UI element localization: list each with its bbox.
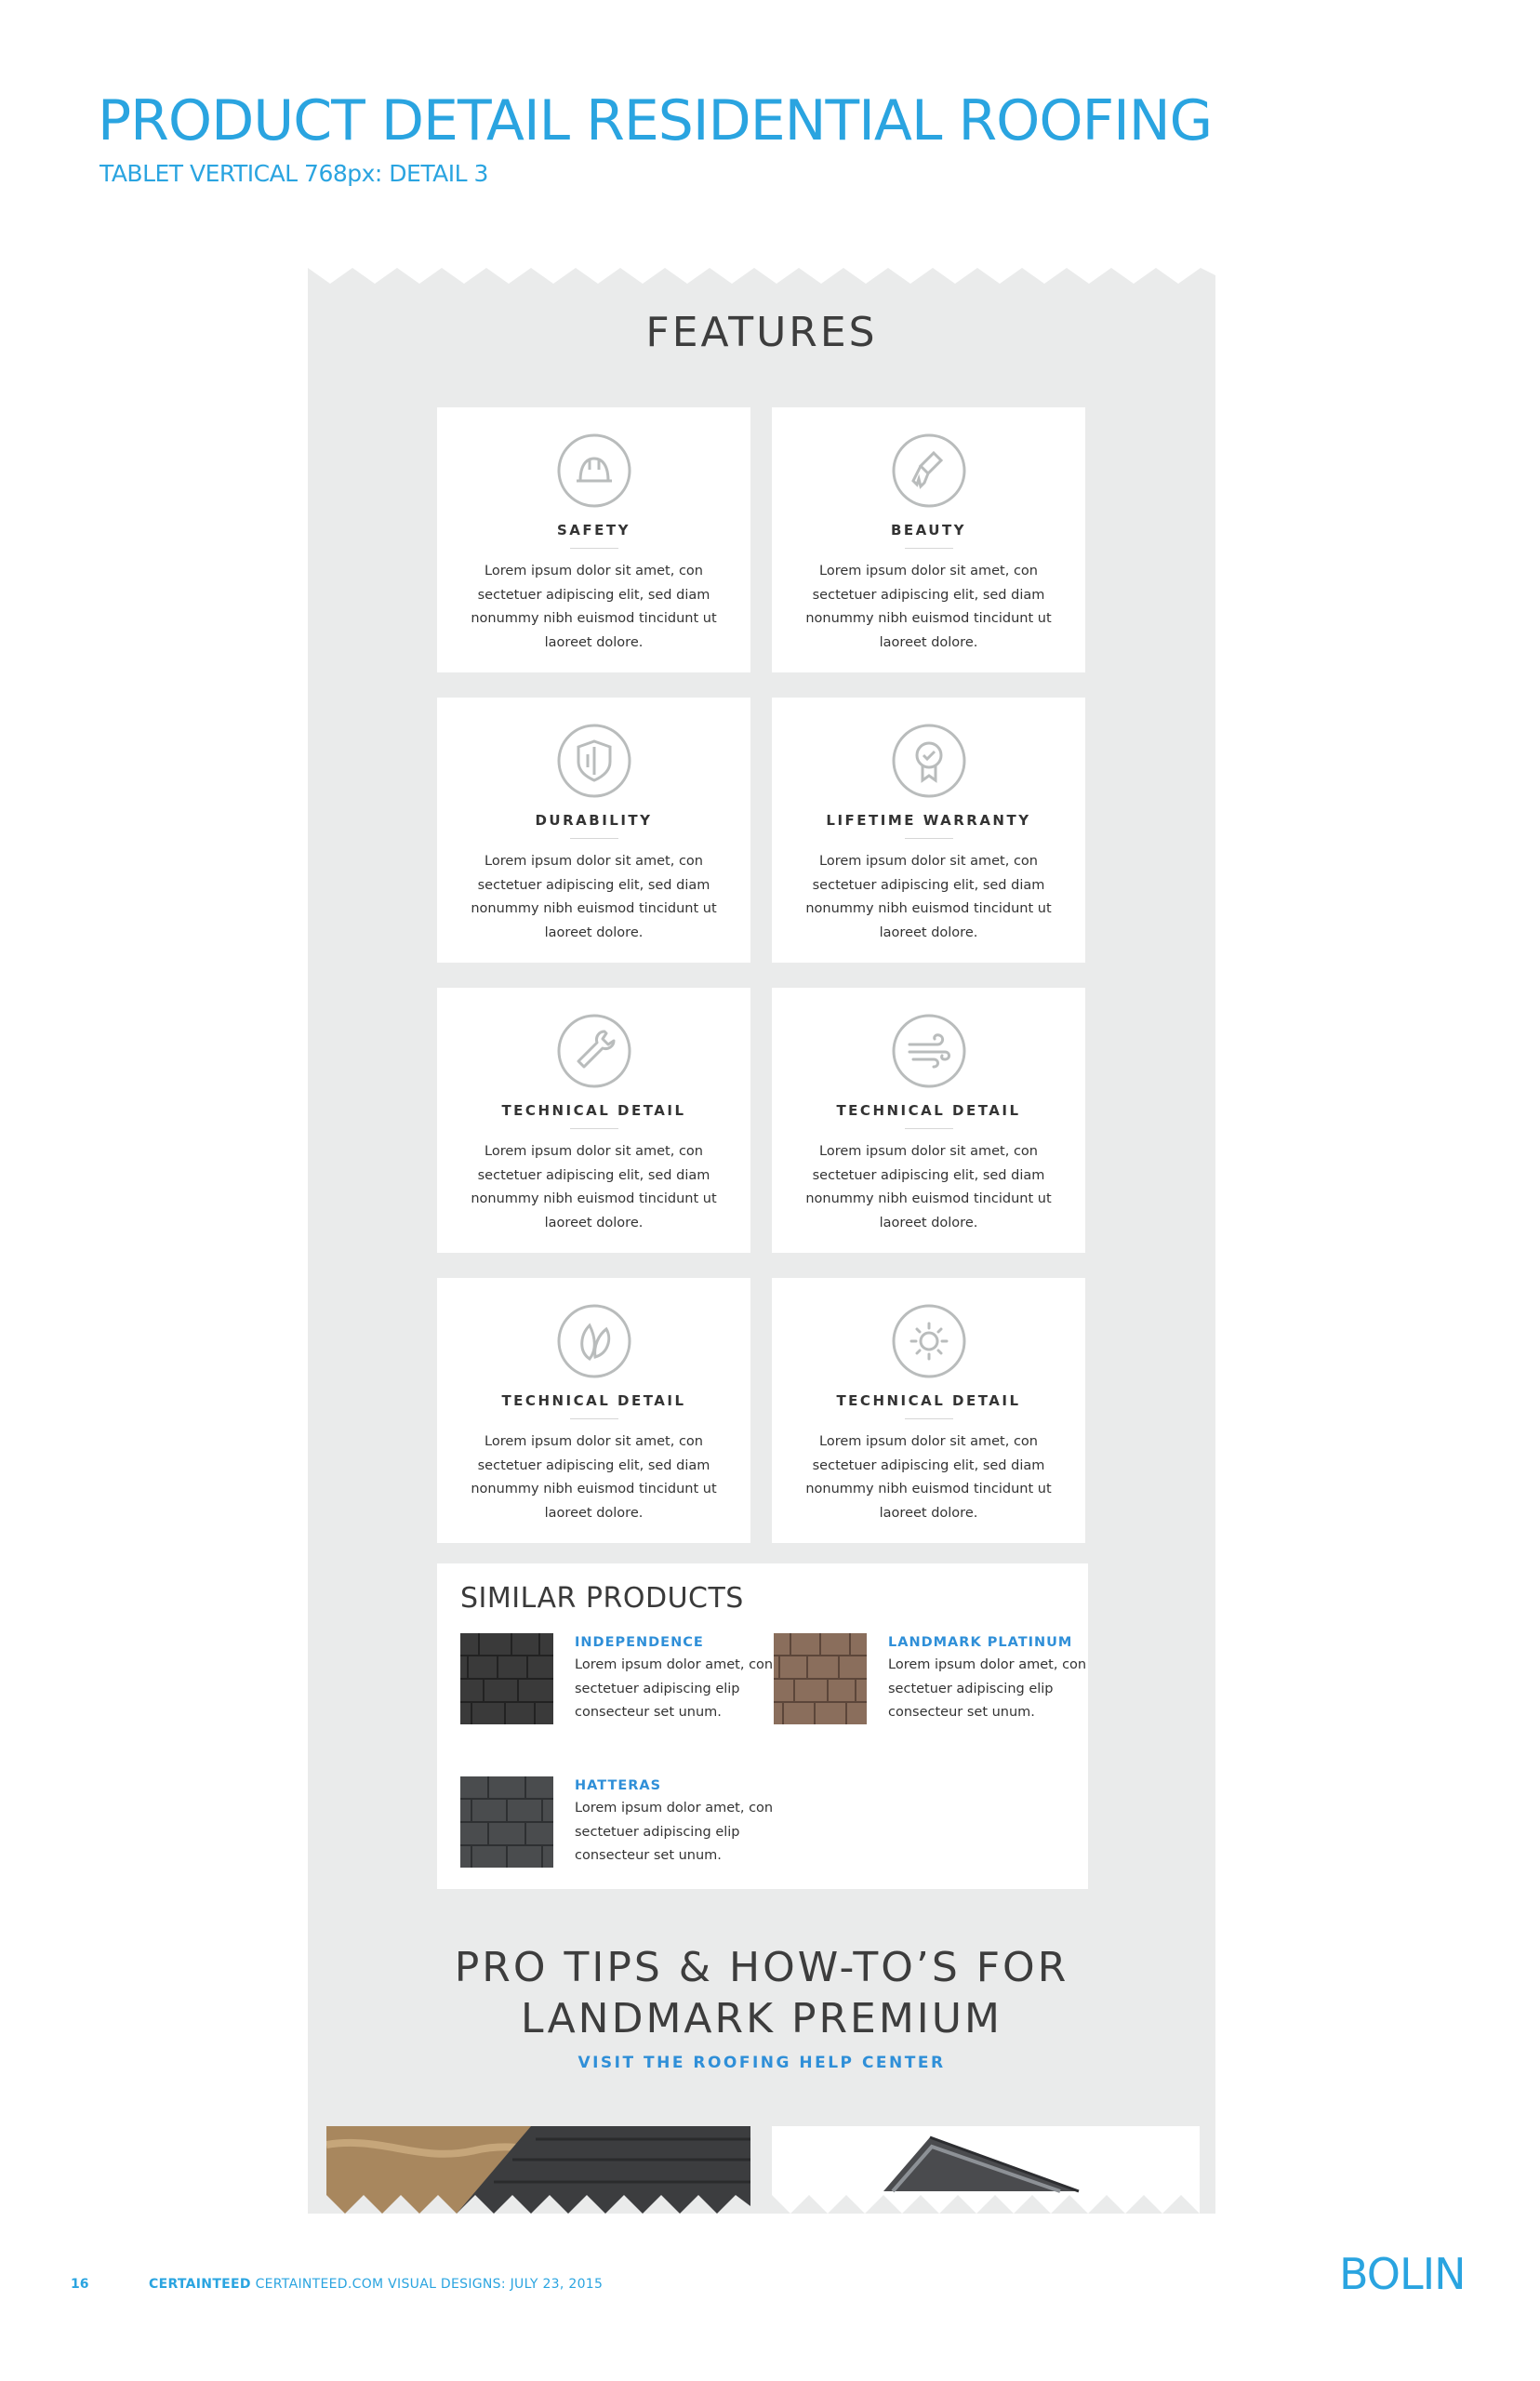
feature-card-technical-detail: [772, 1278, 1085, 1543]
feature-description: Lorem ipsum dolor sit amet, con sectetuer adipiscing elit, sed diam nonummy nibh euismod tincidunt ut laoreet dolore.: [805, 1434, 1052, 1521]
feature-card-safety: [437, 407, 750, 672]
tablet-mockup-frame: [308, 268, 1215, 2214]
page-number: 16: [71, 2277, 89, 2292]
similar-product-landmark-platinum[interactable]: [774, 1633, 1087, 1736]
document-title: PRODUCT DETAIL RESIDENTIAL ROOFING: [98, 88, 1213, 153]
divider: [905, 1128, 953, 1129]
similar-product-hatteras[interactable]: [460, 1776, 774, 1879]
divider: [570, 548, 618, 549]
feature-card-technical-detail: [437, 1278, 750, 1543]
feature-title: TECHNICAL DETAIL: [836, 1102, 1021, 1119]
features-heading: FEATURES: [645, 309, 878, 356]
feature-title: LIFETIME WARRANTY: [826, 812, 1031, 829]
feature-title: BEAUTY: [890, 522, 967, 539]
product-name[interactable]: HATTERAS: [575, 1778, 662, 1793]
feature-card-technical-detail: [772, 988, 1085, 1253]
feature-description: Lorem ipsum dolor sit amet, con sectetuer adipiscing elit, sed diam nonummy nibh euismod tincidunt ut laoreet dolore.: [471, 1434, 717, 1521]
feature-description: Lorem ipsum dolor sit amet, con sectetuer adipiscing elit, sed diam nonummy nibh euismod tincidunt ut laoreet dolore.: [805, 854, 1052, 940]
divider: [905, 838, 953, 839]
roofing-help-center-link[interactable]: VISIT THE ROOFING HELP CENTER: [578, 2054, 946, 2072]
product-thumbnail[interactable]: [460, 1633, 553, 1724]
feature-title: SAFETY: [557, 522, 631, 539]
document-subtitle: TABLET VERTICAL 768px: DETAIL 3: [100, 160, 488, 187]
sun-icon: [891, 1303, 967, 1379]
divider: [905, 1418, 953, 1419]
feature-card-durability: [437, 698, 750, 963]
wind-icon: [891, 1013, 967, 1089]
feature-description: Lorem ipsum dolor sit amet, con sectetuer adipiscing elit, sed diam nonummy nibh euismod tincidunt ut laoreet dolore.: [471, 564, 717, 650]
pro-tips-heading: [308, 1942, 1215, 2044]
feature-title: DURABILITY: [535, 812, 653, 829]
divider: [905, 548, 953, 549]
feature-title: TECHNICAL DETAIL: [836, 1392, 1021, 1409]
footer-caption: [149, 2277, 603, 2292]
feature-card-lifetime-warranty: [772, 698, 1085, 963]
similar-product-independence[interactable]: [460, 1633, 774, 1736]
leaf-icon: [556, 1303, 632, 1379]
footer-brand: CERTAINTEED: [149, 2277, 251, 2292]
wrench-icon: [556, 1013, 632, 1089]
pro-tip-image-roof-edge[interactable]: [772, 2126, 1200, 2214]
hard-hat-icon: [556, 432, 632, 509]
footer-caption-text: CERTAINTEED.COM VISUAL DESIGNS: JULY 23, 2015: [255, 2277, 604, 2292]
divider: [570, 1418, 618, 1419]
pro-tip-image-roof-installation[interactable]: [326, 2126, 750, 2214]
feature-title: TECHNICAL DETAIL: [501, 1102, 686, 1119]
product-description: Lorem ipsum dolor amet, con sectetuer adipiscing elip consecteur set unum.: [575, 1801, 774, 1863]
feature-description: Lorem ipsum dolor sit amet, con sectetuer adipiscing elit, sed diam nonummy nibh euismod tincidunt ut laoreet dolore.: [805, 564, 1052, 650]
shield-icon: [556, 723, 632, 799]
feature-card-beauty: [772, 407, 1085, 672]
feature-description: Lorem ipsum dolor sit amet, con sectetuer adipiscing elit, sed diam nonummy nibh euismod tincidunt ut laoreet dolore.: [471, 854, 717, 940]
feature-card-technical-detail: [437, 988, 750, 1253]
pro-tips-heading-line2: LANDMARK PREMIUM: [521, 1995, 1002, 2042]
divider: [570, 1128, 618, 1129]
divider: [570, 838, 618, 839]
product-name[interactable]: INDEPENDENCE: [575, 1635, 704, 1650]
pro-tips-heading-line1: PRO TIPS & HOW-TO’S FOR: [454, 1944, 1069, 1991]
feature-description: Lorem ipsum dolor sit amet, con sectetuer adipiscing elit, sed diam nonummy nibh euismod tincidunt ut laoreet dolore.: [471, 1144, 717, 1230]
product-thumbnail[interactable]: [774, 1633, 867, 1724]
product-name[interactable]: LANDMARK PLATINUM: [888, 1635, 1073, 1650]
brush-icon: [891, 432, 967, 509]
product-thumbnail[interactable]: [460, 1776, 553, 1868]
product-description: Lorem ipsum dolor amet, con sectetuer adipiscing elip consecteur set unum.: [888, 1657, 1087, 1720]
feature-title: TECHNICAL DETAIL: [501, 1392, 686, 1409]
similar-products-heading: SIMILAR PRODUCTS: [460, 1582, 744, 1615]
award-ribbon-icon: [891, 723, 967, 799]
bolin-logo: BOLIN: [1339, 2249, 1466, 2299]
product-description: Lorem ipsum dolor amet, con sectetuer adipiscing elip consecteur set unum.: [575, 1657, 774, 1720]
feature-description: Lorem ipsum dolor sit amet, con sectetuer adipiscing elit, sed diam nonummy nibh euismod tincidunt ut laoreet dolore.: [805, 1144, 1052, 1230]
similar-products-panel: [437, 1563, 1088, 1889]
